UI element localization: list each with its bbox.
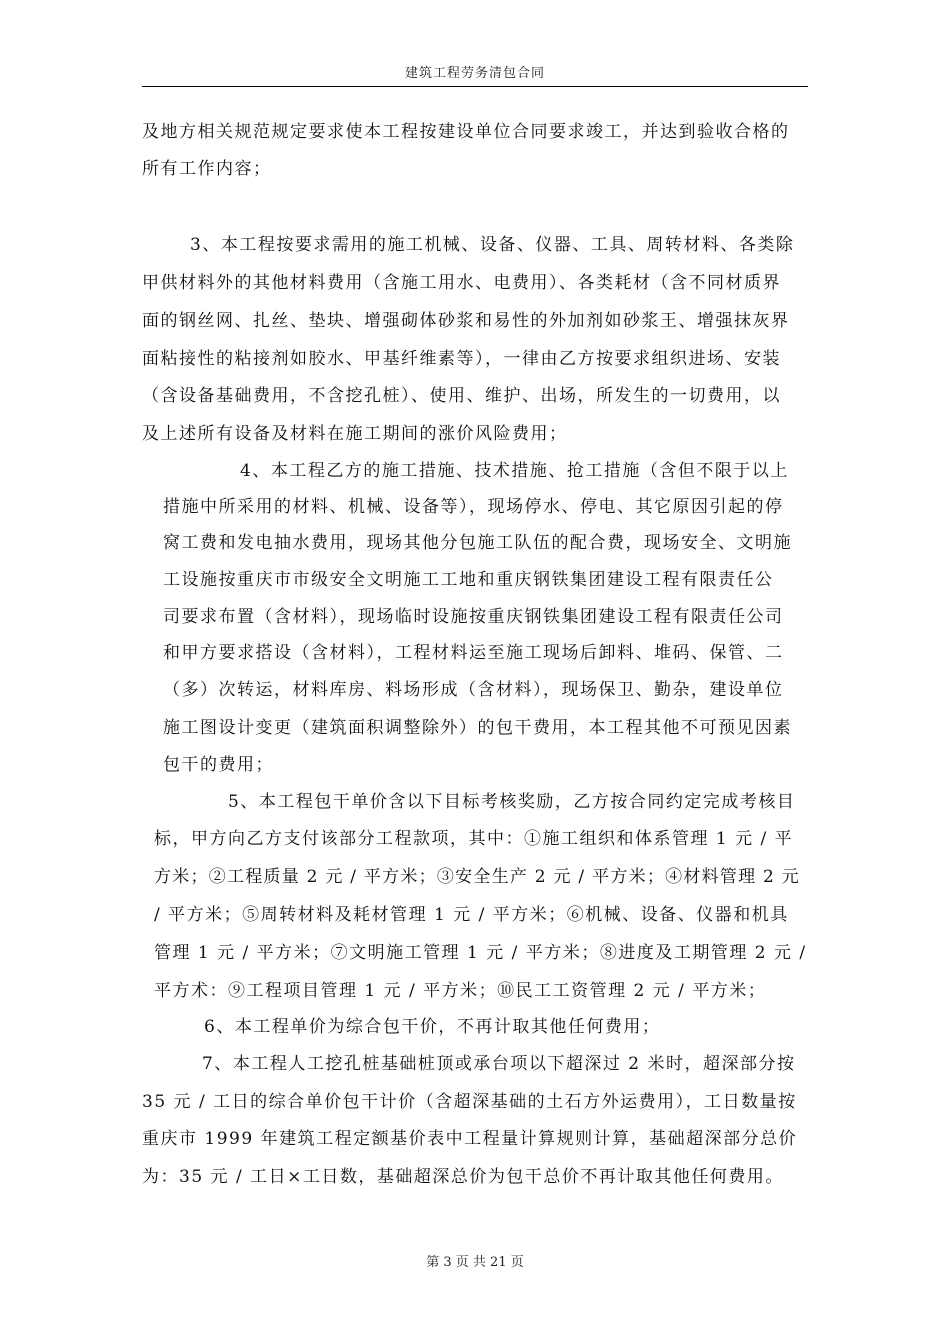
body-line: 平方术：⑨工程项目管理 1 元 / 平方米；⑩民工工资管理 2 元 / 平方米；: [154, 981, 767, 1001]
body-line: 措施中所采用的材料、机械、设备等），现场停水、停电、其它原因引起的停: [163, 497, 784, 517]
body-line: 面的钢丝网、扎丝、垫块、增强砌体砂浆和易性的外加剂如砂浆王、增强抹灰界: [142, 311, 790, 331]
body-line: （多）次转运，材料库房、料场形成（含材料），现场保卫、勤杂，建设单位: [163, 680, 784, 700]
body-line: 3、本工程按要求需用的施工机械、设备、仪器、工具、周转材料、各类除: [190, 235, 795, 255]
body-line: 及上述所有设备及材料在施工期间的涨价风险费用；: [142, 424, 568, 444]
body-line: 司要求布置（含材料），现场临时设施按重庆钢铁集团建设工程有限责任公司: [163, 607, 784, 627]
body-line: 6、本工程单价为综合包干价，不再计取其他任何费用；: [204, 1017, 661, 1037]
body-line: 工设施按重庆市市级安全文明施工工地和重庆钢铁集团建设工程有限责任公: [163, 570, 774, 590]
body-line: 和甲方要求搭设（含材料），工程材料运至施工现场后卸料、堆码、保管、二: [163, 643, 784, 663]
body-line: 标，甲方向乙方支付该部分工程款项，其中：①施工组织和体系管理 1 元 / 平: [154, 829, 794, 849]
body-line: 为：35 元 / 工日×工日数，基础超深总价为包干总价不再计取其他任何费用。: [142, 1167, 784, 1187]
body-line: 方米；②工程质量 2 元 / 平方米；③安全生产 2 元 / 平方米；④材料管理 2 元: [154, 867, 800, 887]
body-line: 施工图设计变更（建筑面积调整除外）的包干费用，本工程其他不可预见因素: [163, 718, 792, 738]
body-line: 所有工作内容；: [142, 159, 272, 179]
header-rule: [142, 86, 808, 87]
page-header-title: 建筑工程劳务清包合同: [404, 66, 545, 81]
body-line: 5、本工程包干单价含以下目标考核奖励，乙方按合同约定完成考核目: [228, 792, 796, 812]
page-footer: 第 3 页 共 21 页: [426, 1255, 524, 1270]
body-line: （含设备基础费用，不含挖孔桩）、使用、维护、出场，所发生的一切费用，以: [142, 386, 781, 406]
body-line: 及地方相关规范规定要求使本工程按建设单位合同要求竣工，并达到验收合格的: [142, 122, 790, 142]
body-line: 重庆市 1999 年建筑工程定额基价表中工程量计算规则计算，基础超深部分总价: [142, 1129, 798, 1149]
body-line: 包干的费用；: [163, 755, 274, 775]
body-line: / 平方米；⑤周转材料及耗材管理 1 元 / 平方米；⑥机械、设备、仪器和机具: [154, 905, 789, 925]
body-line: 7、本工程人工挖孔桩基础桩顶或承台项以下超深过 2 米时，超深部分按: [202, 1054, 796, 1074]
body-line: 面粘接性的粘接剂如胶水、甲基纤维素等），一律由乙方按要求组织进场、安装: [142, 349, 781, 369]
body-line: 管理 1 元 / 平方米；⑦文明施工管理 1 元 / 平方米；⑧进度及工期管理 2 元 /: [154, 943, 807, 963]
body-line: 35 元 / 工日的综合单价包干计价（含超深基础的土石方外运费用），工日数量按: [142, 1092, 797, 1112]
body-line: 窝工费和发电抽水费用，现场其他分包施工队伍的配合费，现场安全、文明施: [163, 533, 792, 553]
body-line: 甲供材料外的其他材料费用（含施工用水、电费用）、各类耗材（含不同材质界: [142, 273, 781, 293]
body-line: 4、本工程乙方的施工措施、技术措施、抢工措施（含但不限于以上: [240, 461, 789, 481]
